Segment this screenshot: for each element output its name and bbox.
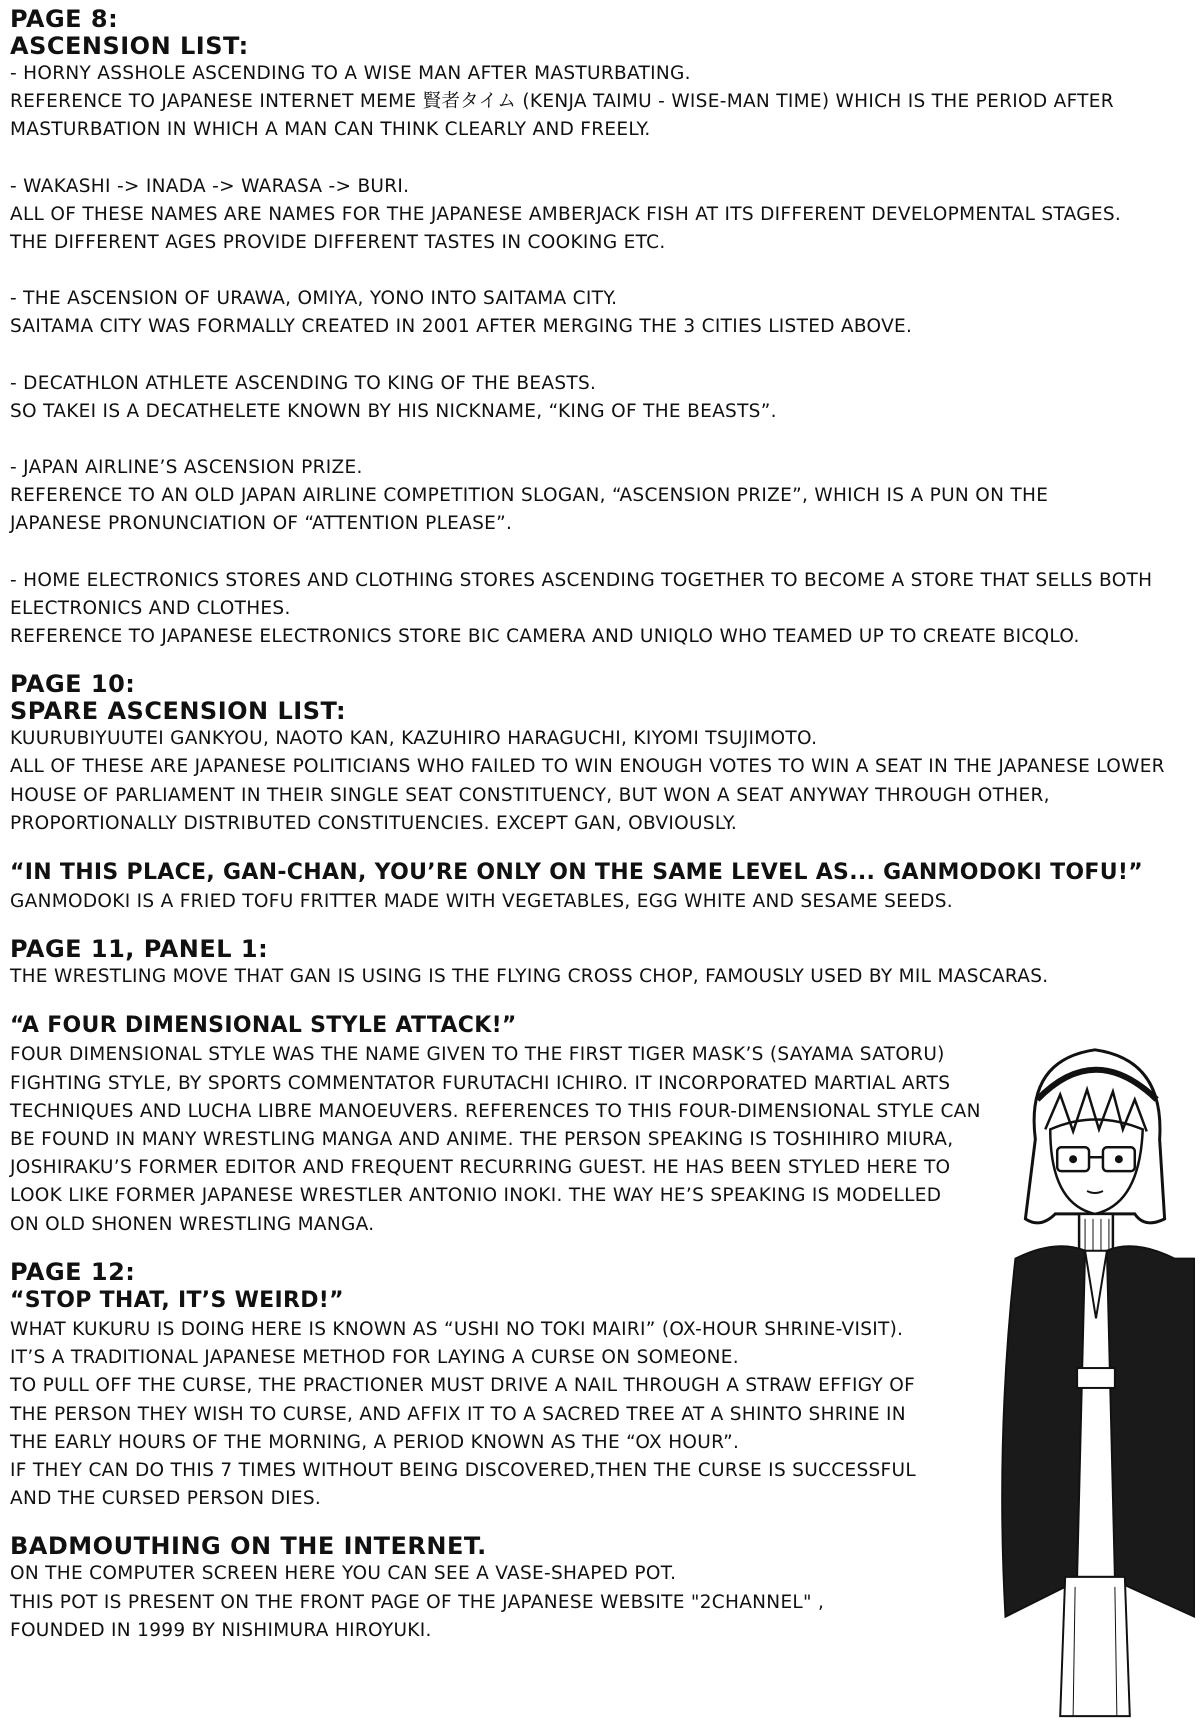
note-line: - HOME ELECTRONICS STORES AND CLOTHING STORES ASCENDING TOGETHER TO BECOME A STORE THAT SELLS BOTH (10, 569, 1153, 591)
note-line: HOUSE OF PARLIAMENT IN THEIR SINGLE SEAT CONSTITUENCY, BUT WON A SEAT ANYWAY THROUGH OTHER, (10, 784, 1050, 806)
note-line: AND THE CURSED PERSON DIES. (10, 1488, 322, 1510)
note-line: GANMODOKI IS A FRIED TOFU FRITTER MADE WITH VEGETABLES, EGG WHITE AND SESAME SEEDS. (10, 891, 953, 913)
quote-heading: “IN THIS PLACE, GAN-CHAN, YOU’RE ONLY ON THE SAME LEVEL AS... GANMODOKI TOFU!” (10, 860, 1143, 886)
section-heading: PAGE 11, PANEL 1: (10, 935, 269, 964)
note-line: ELECTRONICS AND CLOTHES. (10, 597, 291, 619)
note-line: THE PERSON THEY WISH TO CURSE, AND AFFIX IT TO A SACRED TREE AT A SHINTO SHRINE IN (10, 1403, 906, 1425)
note-line: REFERENCE TO JAPANESE ELECTRONICS STORE BIC CAMERA AND UNIQLO WHO TEAMED UP TO CREATE BICQLO. (10, 626, 1080, 648)
note-line: FIGHTING STYLE, BY SPORTS COMMENTATOR FURUTACHI ICHIRO. IT INCORPORATED MARTIAL ARTS (10, 1072, 951, 1094)
note-line: REFERENCE TO AN OLD JAPAN AIRLINE COMPETITION SLOGAN, “ASCENSION PRIZE”, WHICH IS A PUN ON THE (10, 485, 1049, 507)
note-line: ON THE COMPUTER SCREEN HERE YOU CAN SEE A VASE-SHAPED POT. (10, 1563, 677, 1585)
note-line: THE EARLY HOURS OF THE MORNING, A PERIOD KNOWN AS THE “OX HOUR”. (10, 1431, 740, 1453)
note-line: IT’S A TRADITIONAL JAPANESE METHOD FOR LAYING A CURSE ON SOMEONE. (10, 1347, 739, 1369)
note-line: - JAPAN AIRLINE’S ASCENSION PRIZE. (10, 457, 363, 479)
note-line: MASTURBATION IN WHICH A MAN CAN THINK CLEARLY AND FREELY. (10, 119, 651, 141)
note-line: - DECATHLON ATHLETE ASCENDING TO KING OF THE BEASTS. (10, 372, 597, 394)
note-line: THIS POT IS PRESENT ON THE FRONT PAGE OF THE JAPANESE WEBSITE "2CHANNEL" , (10, 1591, 825, 1613)
note-line: TO PULL OFF THE CURSE, THE PRACTIONER MUST DRIVE A NAIL THROUGH A STRAW EFFIGY OF (10, 1375, 916, 1397)
note-line: - THE ASCENSION OF URAWA, OMIYA, YONO INTO SAITAMA CITY. (10, 288, 618, 310)
girl-with-glasses-illustration (995, 1020, 1195, 1736)
note-line: REFERENCE TO JAPANESE INTERNET MEME 賢者タイム (KENJA TAIMU - WISE-MAN TIME) WHICH IS THE PERIOD AFTER (10, 91, 1114, 113)
note-line: KUURUBIYUUTEI GANKYOU, NAOTO KAN, KAZUHIRO HARAGUCHI, KIYOMI TSUJIMOTO. (10, 728, 818, 750)
section-heading: PAGE 8: (10, 5, 119, 33)
note-line: THE WRESTLING MOVE THAT GAN IS USING IS THE FLYING CROSS CHOP, FAMOUSLY USED BY MIL MASCARAS. (10, 966, 1049, 988)
section-subheading: SPARE ASCENSION LIST: (10, 697, 347, 726)
note-line: TECHNIQUES AND LUCHA LIBRE MANOEUVERS. REFERENCES TO THIS FOUR-DIMENSIONAL STYLE CAN (10, 1100, 981, 1122)
note-line: LOOK LIKE FORMER JAPANESE WRESTLER ANTONIO INOKI. THE WAY HE’S SPEAKING IS MODELLED (10, 1185, 942, 1207)
note-line: - HORNY ASSHOLE ASCENDING TO A WISE MAN AFTER MASTURBATING. (10, 63, 691, 84)
section-subheading: ASCENSION LIST: (10, 32, 249, 60)
quote-heading: “STOP THAT, IT’S WEIRD!” (10, 1287, 344, 1313)
note-line: FOUR DIMENSIONAL STYLE WAS THE NAME GIVEN TO THE FIRST TIGER MASK’S (SAYAMA SATORU) (10, 1044, 945, 1066)
note-line: BE FOUND IN MANY WRESTLING MANGA AND ANIME. THE PERSON SPEAKING IS TOSHIHIRO MIURA, (10, 1129, 954, 1151)
note-line: IF THEY CAN DO THIS 7 TIMES WITHOUT BEING DISCOVERED,THEN THE CURSE IS SUCCESSFUL (10, 1459, 916, 1481)
section-heading: PAGE 12: (10, 1257, 136, 1286)
section-heading: BADMOUTHING ON THE INTERNET. (10, 1532, 487, 1561)
note-line: SAITAMA CITY WAS FORMALLY CREATED IN 2001 AFTER MERGING THE 3 CITIES LISTED ABOVE. (10, 316, 913, 338)
note-line: JOSHIRAKU’S FORMER EDITOR AND FREQUENT RECURRING GUEST. HE HAS BEEN STYLED HERE TO (10, 1157, 951, 1179)
note-line: FOUNDED IN 1999 BY NISHIMURA HIROYUKI. (10, 1619, 432, 1641)
note-line: WHAT KUKURU IS DOING HERE IS KNOWN AS “USHI NO TOKI MAIRI” (OX-HOUR SHRINE-VISIT). (10, 1318, 904, 1340)
note-line: PROPORTIONALLY DISTRIBUTED CONSTITUENCIES. EXCEPT GAN, OBVIOUSLY. (10, 812, 738, 834)
note-line: SO TAKEI IS A DECATHELETE KNOWN BY HIS NICKNAME, “KING OF THE BEASTS”. (10, 400, 777, 422)
note-line: ALL OF THESE ARE JAPANESE POLITICIANS WHO FAILED TO WIN ENOUGH VOTES TO WIN A SEAT IN THE JAPANESE LOWER (10, 756, 1165, 778)
note-line: - WAKASHI -> INADA -> WARASA -> BURI. (10, 175, 410, 197)
quote-heading: “A FOUR DIMENSIONAL STYLE ATTACK!” (10, 1013, 517, 1039)
note-line: ALL OF THESE NAMES ARE NAMES FOR THE JAPANESE AMBERJACK FISH AT ITS DIFFERENT DEVELOPMENTAL STAGES. (10, 203, 1122, 225)
note-line: JAPANESE PRONUNCIATION OF “ATTENTION PLEASE”. (10, 513, 513, 535)
note-line: ON OLD SHONEN WRESTLING MANGA. (10, 1213, 375, 1235)
note-line: THE DIFFERENT AGES PROVIDE DIFFERENT TASTES IN COOKING ETC. (10, 232, 666, 254)
section-heading: PAGE 10: (10, 670, 136, 699)
